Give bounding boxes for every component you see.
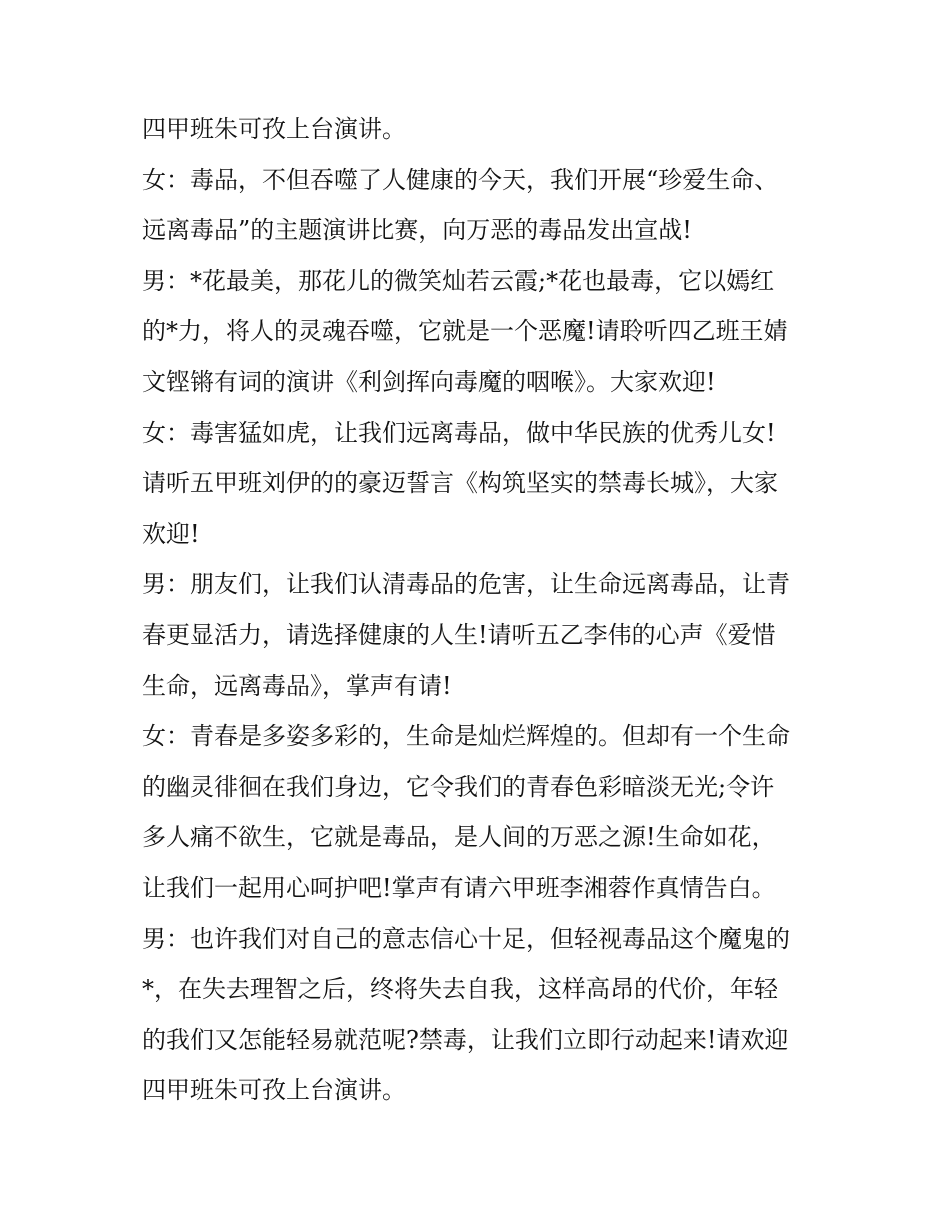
text-line: 远离毒品”的主题演讲比赛，向万恶的毒品发出宣战! — [142, 216, 692, 245]
text-line: 女：毒品，不但吞噬了人健康的今天，我们开展“珍爱生命、 — [142, 165, 779, 194]
text-line: 多人痛不欲生，它就是毒品，是人间的万恶之源!生命如花， — [142, 823, 776, 852]
text-line: 的我们又怎能轻易就范呢?禁毒，让我们立即行动起来!请欢迎 — [142, 1025, 789, 1054]
text-line: 的幽灵徘徊在我们身边，它令我们的青春色彩暗淡无光;令许 — [142, 772, 775, 801]
text-line: 请听五甲班刘伊的的豪迈誓言《构筑坚实的禁毒长城》，大家 — [142, 469, 778, 498]
text-line: 生命，远离毒品》，掌声有请! — [142, 671, 452, 700]
text-line: 欢迎! — [142, 519, 200, 548]
text-line: 女：青春是多姿多彩的，生命是灿烂辉煌的。但却有一个生命 — [142, 722, 790, 751]
text-line: 男：*花最美，那花儿的微笑灿若云霞;*花也最毒，它以嫣红 — [142, 266, 775, 295]
text-line: 的*力，将人的灵魂吞噬，它就是一个恶魔!请聆听四乙班王婧 — [142, 317, 788, 346]
text-line: 男：朋友们，让我们认清毒品的危害，让生命远离毒品，让青 — [142, 570, 790, 599]
text-line: 春更显活力，请选择健康的人生!请听五乙李伟的心声《爱惜 — [142, 620, 776, 649]
text-line: 文铿锵有词的演讲《利剑挥向毒魔的咽喉》。大家欢迎! — [142, 367, 716, 396]
text-line: 四甲班朱可孜上台演讲。 — [142, 115, 406, 143]
text-line: 男：也许我们对自己的意志信心十足，但轻视毒品这个魔鬼的 — [142, 924, 790, 953]
text-line: 四甲班朱可孜上台演讲。 — [142, 1076, 406, 1105]
text-line: 女：毒害猛如虎，让我们远离毒品，做中华民族的优秀儿女! — [142, 418, 776, 447]
text-line: 让我们一起用心呵护吧!掌声有请六甲班李湘蓉作真情告白。 — [142, 873, 776, 902]
speech-text-block — [142, 104, 822, 1116]
text-line: *，在失去理智之后，终将失去自我，这样高昂的代价，年轻 — [142, 975, 778, 1004]
